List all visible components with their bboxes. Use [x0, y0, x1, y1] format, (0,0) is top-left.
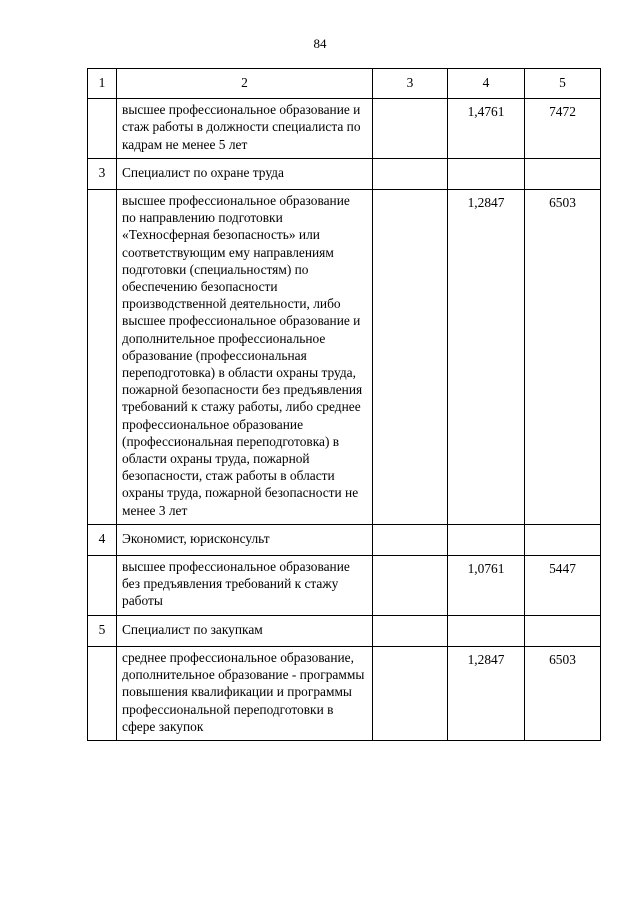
row-coefficient [448, 158, 525, 189]
row-description: среднее профессиональное образование, дополнительное образование - программы повышения квалификации и программы профессиональной переподготовки в сфере закупок [117, 646, 373, 740]
row-description: высшее профессиональное образование без предъявления требований к стажу работы [117, 556, 373, 616]
row-col3 [373, 158, 448, 189]
row-position-title: Экономист, юрисконсульт [117, 524, 373, 555]
page-number: 84 [313, 36, 327, 51]
row-col3 [373, 190, 448, 525]
row-coefficient: 1,0761 [448, 556, 525, 616]
row-amount [525, 615, 601, 646]
row-coefficient: 1,2847 [448, 190, 525, 525]
table-row [88, 99, 601, 159]
row-amount: 5447 [525, 556, 601, 616]
row-coefficient [448, 615, 525, 646]
table-header-row [88, 69, 601, 99]
row-description: высшее профессиональное образование и стаж работы в должности специалиста по кадрам не менее 5 лет [117, 99, 373, 159]
header-col-5: 5 [525, 69, 601, 99]
table-row [88, 646, 601, 740]
row-number: 3 [88, 158, 117, 189]
table-row [88, 190, 601, 525]
row-col3 [373, 646, 448, 740]
table-row [88, 615, 601, 646]
header-col-3: 3 [373, 69, 448, 99]
header-col-2: 2 [117, 69, 373, 99]
header-col-4: 4 [448, 69, 525, 99]
row-col3 [373, 556, 448, 616]
row-number [88, 190, 117, 525]
table-row [88, 524, 601, 555]
row-number [88, 556, 117, 616]
row-col3 [373, 615, 448, 646]
row-col3 [373, 524, 448, 555]
header-col-1: 1 [88, 69, 117, 99]
row-number [88, 646, 117, 740]
row-amount [525, 524, 601, 555]
row-description: высшее профессиональное образование по направлению подготовки «Техносферная безопасность» или соответствующим ему направлениям подготовки (специальностям) по обеспечению безопасности производственной деятельности, либо высшее профессиональное образование и дополнительное профессиональное образование (профессиональная переподготовка) в области охраны труда, пожарной безопасности без предъявления требований к стажу работы, либо среднее профессиональное образование (профессиональная переподготовка) в области охраны труда, пожарной безопасности, стаж работы в области охраны труда, пожарной безопасности не менее 3 лет [117, 190, 373, 525]
table-row [88, 158, 601, 189]
row-number: 5 [88, 615, 117, 646]
row-amount: 6503 [525, 646, 601, 740]
row-coefficient [448, 524, 525, 555]
row-coefficient: 1,2847 [448, 646, 525, 740]
row-number: 4 [88, 524, 117, 555]
row-amount: 7472 [525, 99, 601, 159]
row-number [88, 99, 117, 159]
qualification-table [87, 68, 601, 741]
row-position-title: Специалист по закупкам [117, 615, 373, 646]
row-col3 [373, 99, 448, 159]
row-amount [525, 158, 601, 189]
row-amount: 6503 [525, 190, 601, 525]
table-row [88, 556, 601, 616]
row-coefficient: 1,4761 [448, 99, 525, 159]
row-position-title: Специалист по охране труда [117, 158, 373, 189]
